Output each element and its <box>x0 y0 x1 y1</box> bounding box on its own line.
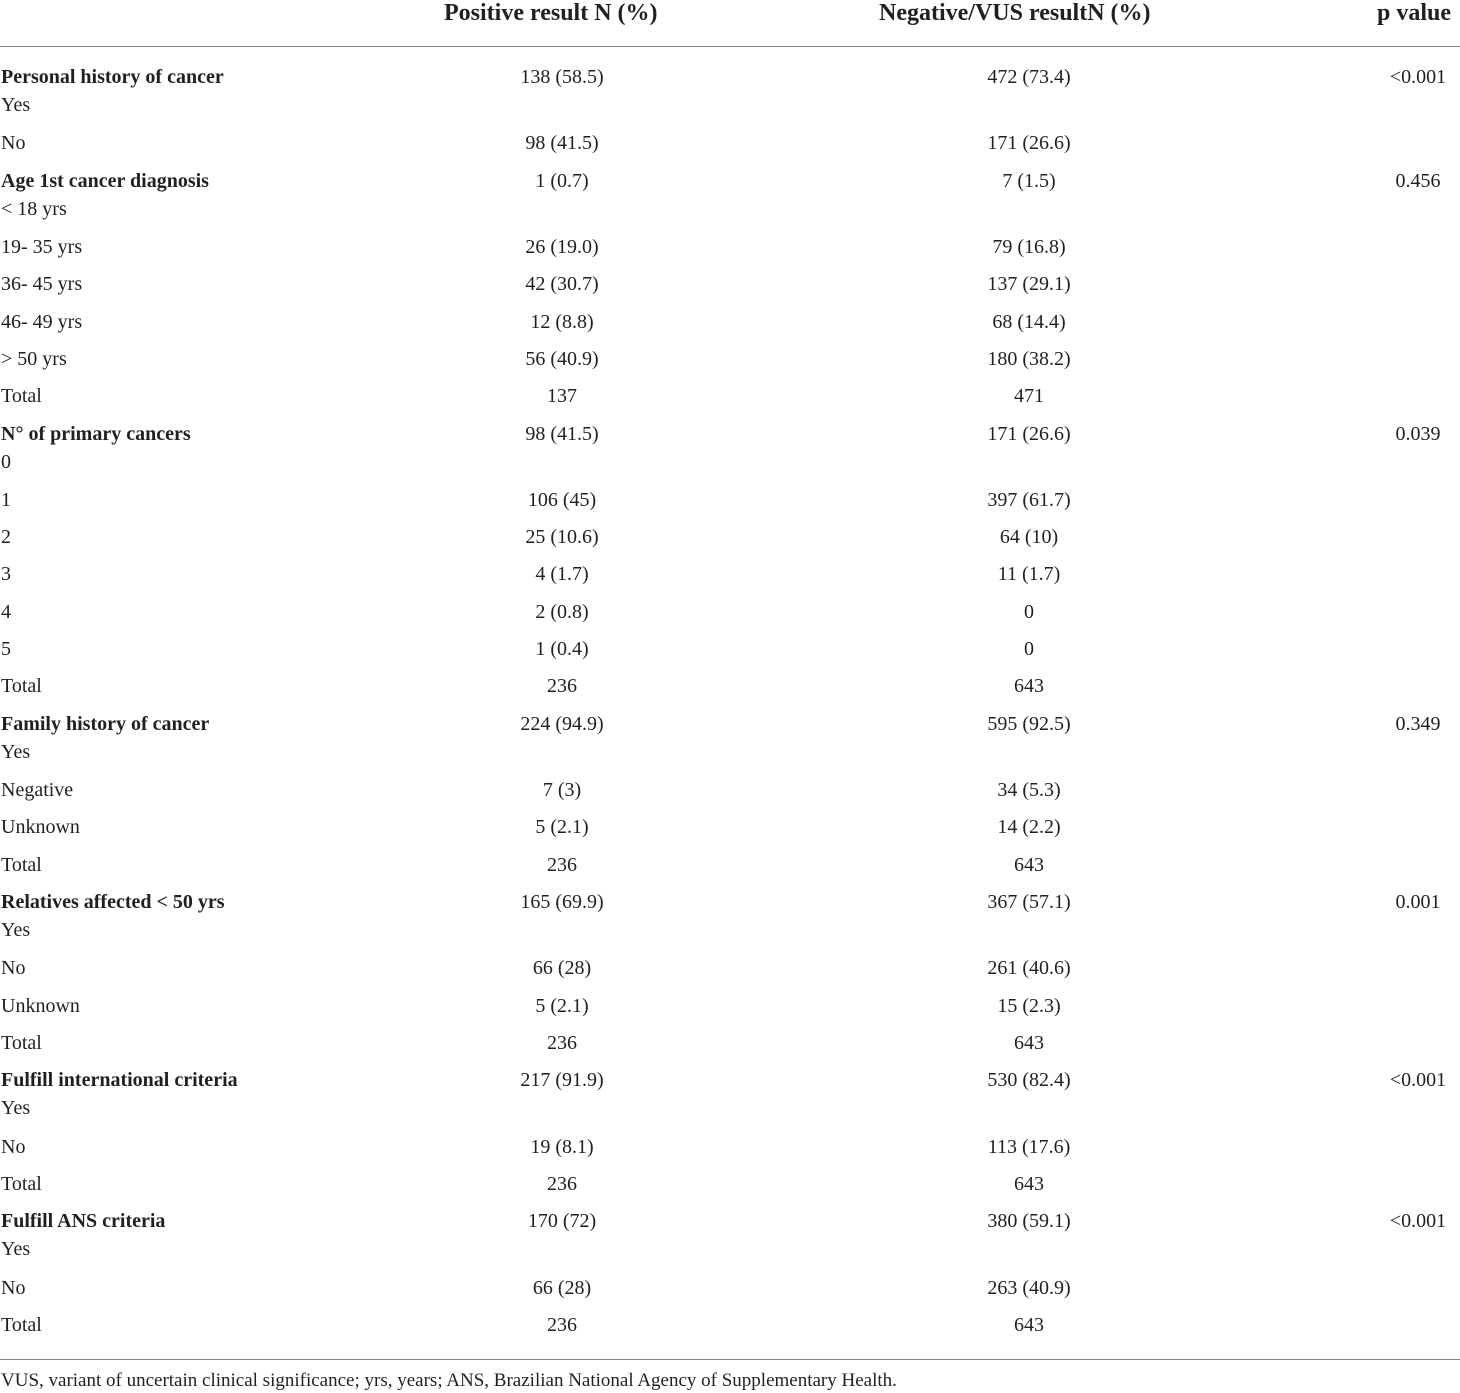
negative-vus-cell: 367 (57.1) <box>987 891 1071 913</box>
positive-cell: 12 (8.8) <box>530 311 594 333</box>
table-section-row <box>0 712 1460 763</box>
row-sublabel: Yes <box>1 919 31 941</box>
positive-cell: 138 (58.5) <box>520 66 604 88</box>
negative-vus-cell: 643 <box>1014 1173 1044 1195</box>
negative-vus-cell: 643 <box>1014 675 1044 697</box>
positive-cell: 98 (41.5) <box>525 132 599 154</box>
row-sublabel: 0 <box>1 451 11 473</box>
negative-vus-cell: 64 (10) <box>999 526 1059 548</box>
positive-cell: 137 <box>547 385 577 407</box>
footer-divider <box>0 1359 1460 1360</box>
table-row <box>0 1276 1460 1306</box>
negative-vus-cell: 171 (26.6) <box>987 132 1071 154</box>
row-sublabel: Yes <box>1 1097 31 1119</box>
positive-cell: 2 (0.8) <box>535 601 589 623</box>
negative-vus-cell: 397 (61.7) <box>987 489 1071 511</box>
table-row <box>0 235 1460 265</box>
table-row <box>0 815 1460 845</box>
p-value-cell: <0.001 <box>1389 66 1447 88</box>
positive-cell: 170 (72) <box>527 1210 597 1232</box>
positive-cell: 66 (28) <box>532 1277 592 1299</box>
row-sublabel: Yes <box>1 741 31 763</box>
section-label: Fulfill ANS criteria <box>1 1210 166 1232</box>
row-label: 19- 35 yrs <box>1 236 83 258</box>
negative-vus-cell: 15 (2.3) <box>997 995 1061 1017</box>
row-label: 1 <box>1 489 11 511</box>
negative-vus-cell: 14 (2.2) <box>997 816 1061 838</box>
table-row <box>0 562 1460 592</box>
column-header-p-value: p value <box>1377 0 1452 26</box>
row-label: Total <box>1 675 42 697</box>
table-section-row <box>0 1209 1460 1260</box>
p-value-cell: <0.001 <box>1389 1210 1447 1232</box>
table-row <box>0 1031 1460 1061</box>
positive-cell: 1 (0.7) <box>535 170 589 192</box>
table-row <box>0 525 1460 555</box>
header-divider <box>0 46 1460 47</box>
row-label: Total <box>1 1173 42 1195</box>
row-label: 3 <box>1 563 11 585</box>
positive-cell: 5 (2.1) <box>535 995 589 1017</box>
positive-cell: 236 <box>547 1032 577 1054</box>
negative-vus-cell: 263 (40.9) <box>987 1277 1071 1299</box>
positive-cell: 236 <box>547 1173 577 1195</box>
table-row <box>0 1172 1460 1202</box>
table-row <box>0 853 1460 883</box>
row-label: 36- 45 yrs <box>1 273 83 295</box>
negative-vus-cell: 171 (26.6) <box>987 423 1071 445</box>
table-row <box>0 310 1460 340</box>
table-section-row <box>0 890 1460 941</box>
section-label: Personal history of cancer <box>1 66 224 88</box>
row-label: Total <box>1 1032 42 1054</box>
negative-vus-cell: 11 (1.7) <box>997 563 1061 585</box>
p-value-cell: 0.456 <box>1395 170 1441 192</box>
column-header-positive: Positive result N (%) <box>444 0 658 26</box>
table-row <box>0 674 1460 704</box>
row-sublabel: Yes <box>1 94 31 116</box>
positive-cell: 5 (2.1) <box>535 816 589 838</box>
negative-vus-cell: 472 (73.4) <box>987 66 1071 88</box>
negative-vus-cell: 643 <box>1014 854 1044 876</box>
row-label: Total <box>1 385 42 407</box>
negative-vus-cell: 643 <box>1014 1032 1044 1054</box>
positive-cell: 42 (30.7) <box>525 273 599 295</box>
table-section-row <box>0 169 1460 220</box>
positive-cell: 236 <box>547 854 577 876</box>
positive-cell: 56 (40.9) <box>525 348 599 370</box>
p-value-cell: 0.039 <box>1395 423 1441 445</box>
positive-cell: 66 (28) <box>532 957 592 979</box>
row-label: Unknown <box>1 816 80 838</box>
table-row <box>0 1313 1460 1343</box>
section-label: Family history of cancer <box>1 713 210 735</box>
row-label: > 50 yrs <box>1 348 67 370</box>
p-value-cell: 0.001 <box>1395 891 1441 913</box>
table-row <box>0 956 1460 986</box>
row-label: 2 <box>1 526 11 548</box>
row-label: Negative <box>1 779 74 801</box>
negative-vus-cell: 7 (1.5) <box>1002 170 1056 192</box>
row-label: 5 <box>1 638 11 660</box>
positive-cell: 1 (0.4) <box>535 638 589 660</box>
positive-cell: 106 (45) <box>527 489 597 511</box>
table-row <box>0 600 1460 630</box>
row-sublabel: < 18 yrs <box>1 198 67 220</box>
negative-vus-cell: 471 <box>1014 385 1044 407</box>
table-section-row <box>0 422 1460 473</box>
row-label: No <box>1 132 26 154</box>
negative-vus-cell: 137 (29.1) <box>987 273 1071 295</box>
row-label: Unknown <box>1 995 80 1017</box>
negative-vus-cell: 113 (17.6) <box>987 1136 1071 1158</box>
table-section-row <box>0 65 1460 116</box>
table-row <box>0 272 1460 302</box>
positive-cell: 98 (41.5) <box>525 423 599 445</box>
negative-vus-cell: 79 (16.8) <box>992 236 1066 258</box>
positive-cell: 4 (1.7) <box>535 563 589 585</box>
table-footnote: VUS, variant of uncertain clinical significance; yrs, years; ANS, Brazilian National Agency of Supplementary Health. <box>1 1370 897 1391</box>
positive-cell: 165 (69.9) <box>520 891 604 913</box>
table-row <box>0 778 1460 808</box>
p-value-cell: <0.001 <box>1389 1069 1447 1091</box>
positive-cell: 26 (19.0) <box>525 236 599 258</box>
row-label: No <box>1 1136 26 1158</box>
negative-vus-cell: 180 (38.2) <box>987 348 1071 370</box>
negative-vus-cell: 595 (92.5) <box>987 713 1071 735</box>
table-section-row <box>0 1068 1460 1119</box>
section-label: Relatives affected < 50 yrs <box>1 891 225 913</box>
column-header-negative-vus: Negative/VUS resultN (%) <box>879 0 1151 26</box>
negative-vus-cell: 34 (5.3) <box>997 779 1061 801</box>
row-sublabel: Yes <box>1 1238 31 1260</box>
p-value-cell: 0.349 <box>1395 713 1441 735</box>
negative-vus-cell: 380 (59.1) <box>987 1210 1071 1232</box>
section-label: Fulfill international criteria <box>1 1069 238 1091</box>
section-label: Age 1st cancer diagnosis <box>1 170 209 192</box>
positive-cell: 19 (8.1) <box>530 1136 594 1158</box>
positive-cell: 7 (3) <box>542 779 582 801</box>
row-label: Total <box>1 1314 42 1336</box>
row-label: No <box>1 957 26 979</box>
positive-cell: 236 <box>547 675 577 697</box>
table-row <box>0 131 1460 161</box>
table-row <box>0 347 1460 377</box>
negative-vus-cell: 68 (14.4) <box>992 311 1066 333</box>
table-row <box>0 994 1460 1024</box>
row-label: 46- 49 yrs <box>1 311 83 333</box>
positive-cell: 25 (10.6) <box>525 526 599 548</box>
negative-vus-cell: 530 (82.4) <box>987 1069 1071 1091</box>
negative-vus-cell: 643 <box>1014 1314 1044 1336</box>
positive-cell: 224 (94.9) <box>520 713 604 735</box>
negative-vus-cell: 0 <box>1024 601 1034 623</box>
table-row <box>0 384 1460 414</box>
table-row <box>0 637 1460 667</box>
positive-cell: 236 <box>547 1314 577 1336</box>
table-row <box>0 488 1460 518</box>
row-label: 4 <box>1 601 11 623</box>
section-label: N° of primary cancers <box>1 423 191 445</box>
negative-vus-cell: 0 <box>1024 638 1034 660</box>
positive-cell: 217 (91.9) <box>520 1069 604 1091</box>
row-label: No <box>1 1277 26 1299</box>
row-label: Total <box>1 854 42 876</box>
negative-vus-cell: 261 (40.6) <box>987 957 1071 979</box>
table-row <box>0 1135 1460 1165</box>
